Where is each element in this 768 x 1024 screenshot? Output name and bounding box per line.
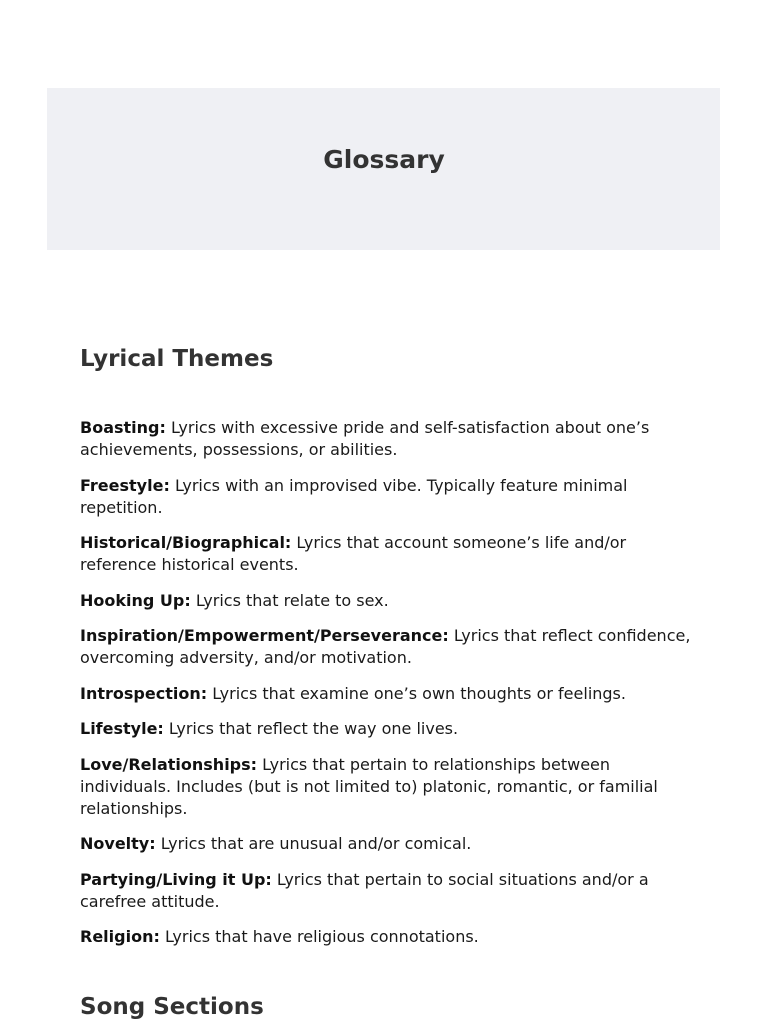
glossary-entry [80,475,695,519]
glossary-definition: Lyrics that examine one’s own thoughts or feelings. [212,683,626,703]
glossary-term: Boasting: [80,418,166,437]
glossary-term: Partying/Living it Up: [80,869,272,889]
glossary-term: Religion: [80,927,160,946]
glossary-definition: Lyrics that reflect the way one lives. [168,719,459,738]
glossary-term: Historical/Biographical: [80,533,292,552]
glossary-definition: Lyrics with excessive pride and self-satisfaction about one’s achievements, possessions, or abilities. [80,418,650,459]
glossary-term: Love/Relationships: [80,754,258,774]
glossary-term: Hooking Up: [80,590,191,610]
glossary-definition: Lyrics that relate to sex. [195,590,389,610]
glossary-definition: Lyrics that account someone’s life and/or reference historical events. [80,533,627,574]
glossary-definition: Lyrics with an improvised vibe. Typically feature minimal repetition. [80,475,628,517]
glossary-entry [80,754,695,820]
glossary-entry [80,532,695,576]
glossary-entry [80,417,695,461]
glossary-definition: Lyrics that pertain to relationships between individuals. Includes (but is not limited to) platonic, romantic, or familial relationships. [80,754,658,818]
glossary-definition: Lyrics that have religious connotations. [164,927,479,946]
glossary-entry [80,683,695,705]
glossary-entry [80,926,695,948]
glossary-term: Introspection: [80,683,208,703]
glossary-definition: Lyrics that are unusual and/or comical. [160,834,472,853]
section-heading-lyrical-themes: Lyrical Themes [80,346,274,372]
glossary-entry [80,625,695,669]
glossary-list-lyrical-themes [80,417,695,962]
glossary-definition: Lyrics that pertain to social situations and/or a carefree attitude. [80,869,649,911]
glossary-entry [80,833,695,855]
glossary-term: Lifestyle: [80,719,164,738]
glossary-term: Novelty: [80,834,156,853]
page-title: Glossary [323,145,445,174]
section-heading-song-sections: Song Sections [80,994,264,1020]
glossary-entry [80,718,695,740]
glossary-entry [80,869,695,913]
glossary-term: Inspiration/Empowerment/Perseverance: [80,626,449,645]
glossary-term: Freestyle: [80,475,170,495]
glossary-definition: Lyrics that reflect confidence, overcoming adversity, and/or motivation. [80,626,691,667]
glossary-entry [80,590,695,612]
